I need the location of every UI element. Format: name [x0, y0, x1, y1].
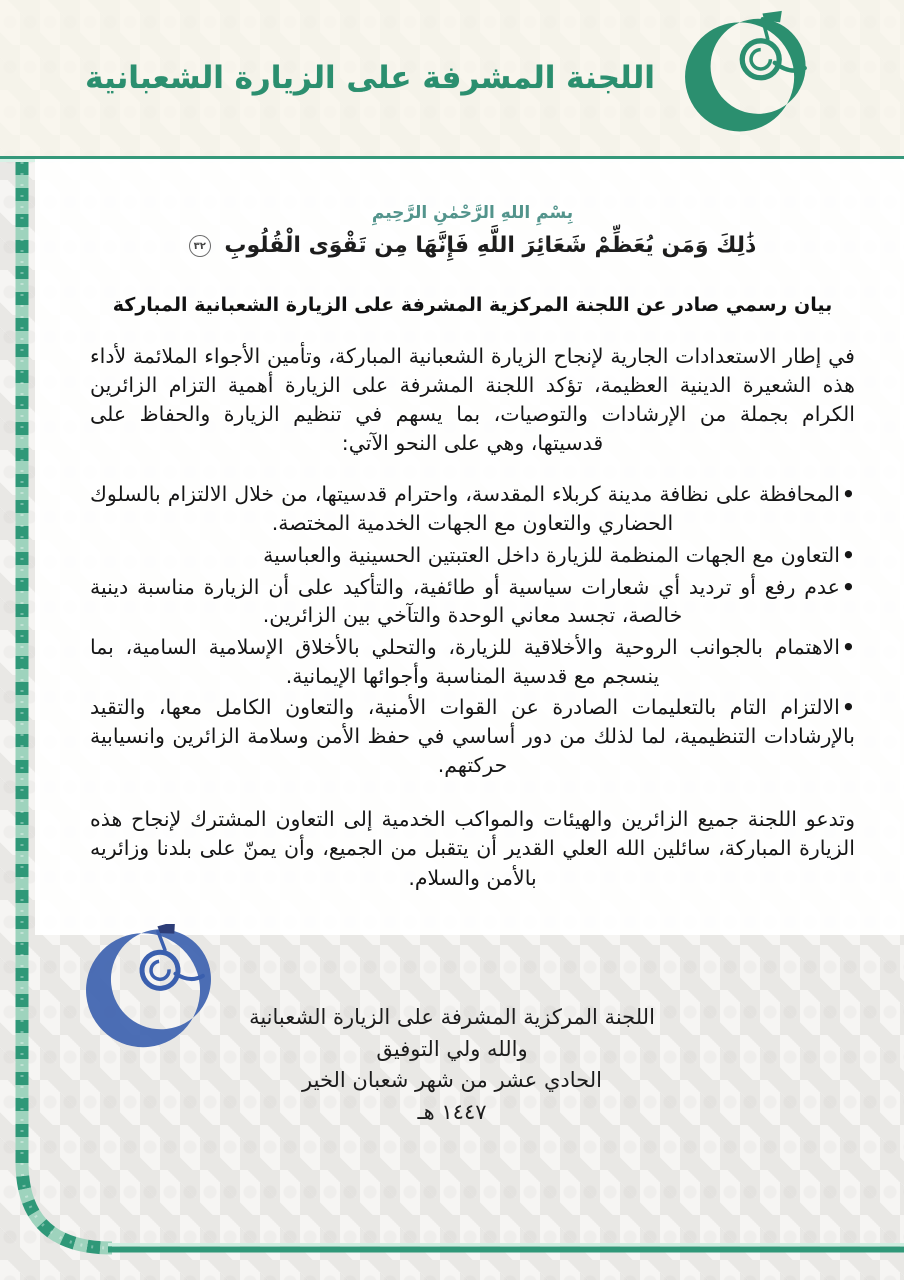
signature-date: الحادي عشر من شهر شعبان الخير	[302, 1068, 602, 1092]
list-item: • الالتزام التام بالتعليمات الصادرة عن القوات الأمنية، والتعاون الكامل معها، والتقيد بالإرشادات التنظيمية، لما لذلك من دور أساسي في حفظ الأمن وسلامة الزائرين وانسيابية حركتهم.	[90, 693, 855, 779]
guidelines-list	[90, 480, 855, 779]
list-item: • الاهتمام بالجوانب الروحية والأخلاقية للزيارة، والتحلي بالأخلاق الإسلامية السامية، بما ينسجم مع قدسية المناسبة وأجوائها الإيمانية.	[90, 633, 855, 690]
ayah-number-medallion: ٣٢	[189, 235, 211, 257]
basmala: بِسْمِ اللهِ الرَّحْمٰنِ الرَّحِيمِ	[371, 203, 574, 223]
committee-logo	[669, 10, 819, 146]
signature-year: ١٤٤٧ هـ	[417, 1099, 487, 1124]
intro-paragraph: في إطار الاستعدادات الجارية لإنجاح الزيارة الشعبانية المباركة، وتأمين الأجواء الملائمة لأداء هذه الشعيرة الدينية العظيمة، تؤكد اللجنة المشرفة على الزيارة أهمية التزام الزائرين الكرام بجملة من الإرشادات والتوصيات، بما يسهم في تنظيم الزيارة والحفاظ على قدسيتها، وهي على النحو الآتي:	[90, 344, 855, 456]
quran-verse	[90, 233, 855, 258]
crescent-logo-icon	[669, 10, 819, 142]
logo-calligraphy: اللجنة المشرفة على الزيارة الشعبانية	[85, 60, 655, 96]
header	[0, 0, 904, 156]
signature-tawfiq: والله ولي التوفيق	[376, 1036, 528, 1061]
signature-committee: اللجنة المركزية المشرفة على الزيارة الشعبانية	[249, 1005, 655, 1029]
signature-block	[0, 1002, 904, 1128]
verse-text: ذَٰلِكَ وَمَن يُعَظِّمْ شَعَائِرَ اللَّهِ فَإِنَّهَا مِن تَقْوَى الْقُلُوبِ	[224, 233, 757, 258]
list-item: • المحافظة على نظافة مدينة كربلاء المقدسة، واحترام قدسيتها، من خلال الالتزام بالسلوك الحضاري والتعاون مع الجهات الخدمية المختصة.	[90, 480, 855, 537]
closing-paragraph: وتدعو اللجنة جميع الزائرين والهيئات والمواكب الخدمية إلى التعاون المشترك لإنجاح هذه الزيارة المباركة، سائلين الله العلي القدير أن يتقبل من الجميع، وأن يمنّ على بلدنا وزائريه بالأمن والسلام.	[90, 807, 855, 890]
statement-body	[35, 159, 904, 893]
list-item: • التعاون مع الجهات المنظمة للزيارة داخل العتبتين الحسينية والعباسية	[90, 541, 855, 570]
statement-title: بيان رسمي صادر عن اللجنة المركزية المشرفة على الزيارة الشعبانية المباركة	[112, 294, 833, 316]
list-item: • عدم رفع أو ترديد أي شعارات سياسية أو طائفية، والتأكيد على أن الزيارة مناسبة دينية خالصة، تجسد معاني الوحدة والتآخي بين الزائرين.	[90, 573, 855, 630]
